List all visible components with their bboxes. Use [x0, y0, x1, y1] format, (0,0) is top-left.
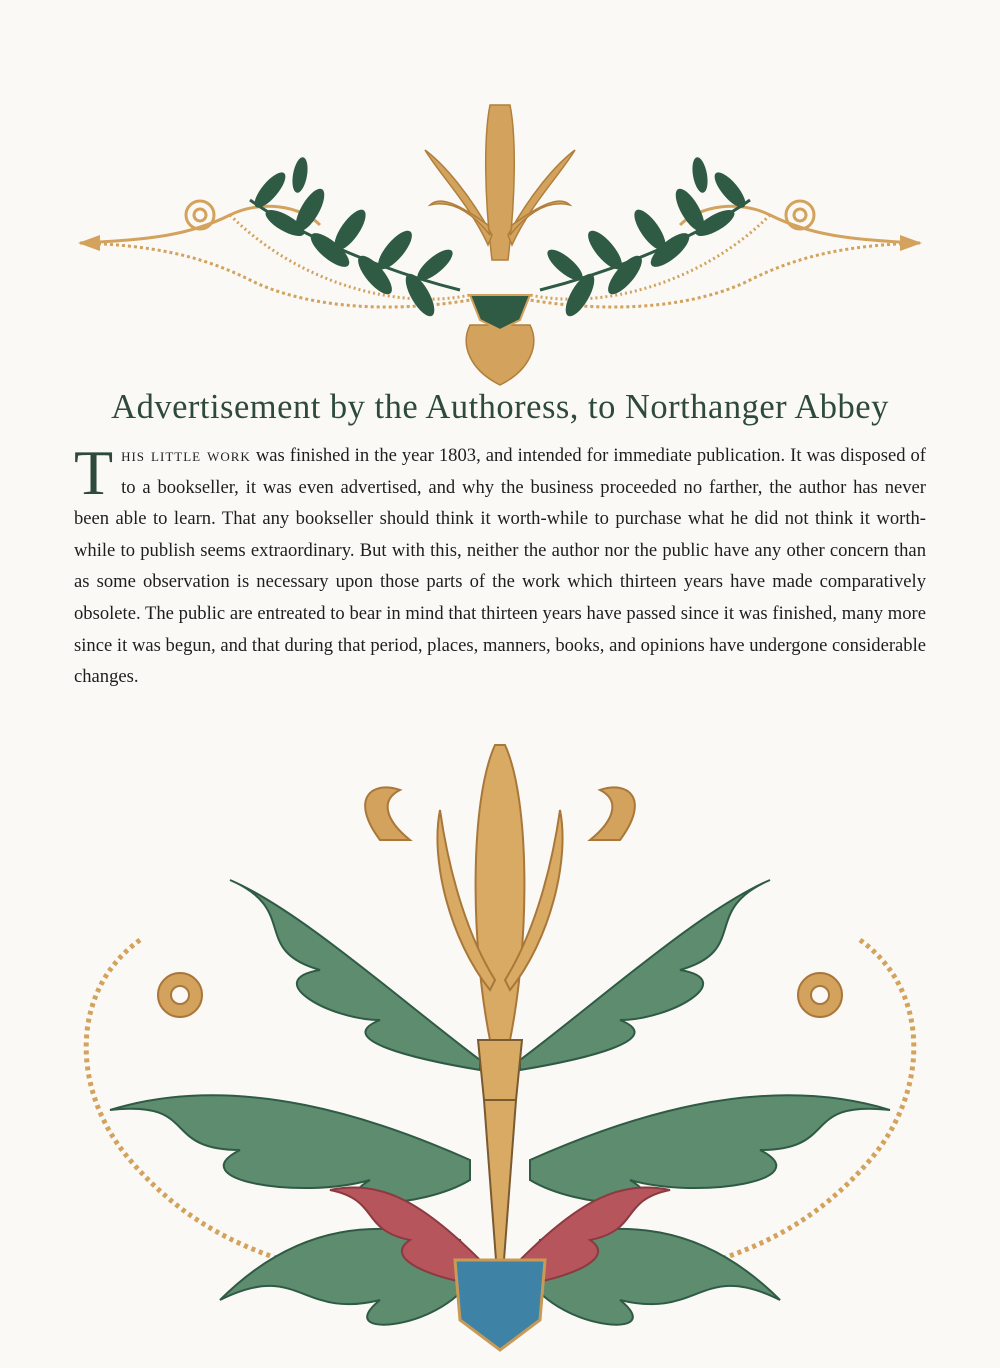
paragraph-text: was finished in the year 1803, and intended for immediate publication. It was disposed of to a bookseller, it was even advertised, and why the business proceeded no farther, the author has never been able to learn. That any bookseller should think it worth-while to purchase what he did not think it worth-while to publish seems extraordinary. But with this, neither the author nor the public have any other concern than as some observation is necessary upon those parts of the work which thirteen years have made comparatively obsolete. The public are entreated to bear in mind that thirteen years have passed since it was finished, many more since it was begun, and that during that period, places, manners, books, and opinions have undergone considerable changes.	[74, 445, 927, 688]
bottom-ornament-tailpiece	[0, 740, 1000, 1368]
central-holder	[478, 1040, 522, 1260]
central-plume	[437, 745, 562, 1040]
top-ornament-headpiece	[0, 95, 1000, 390]
page-title: Advertisement by the Authoress, to Northanger Abbey	[111, 388, 889, 426]
right-laurel-branch	[540, 156, 750, 320]
drop-cap: T	[74, 437, 114, 508]
lead-smallcaps: his little work	[121, 445, 251, 466]
gold-plume	[425, 105, 575, 385]
blue-shield-icon	[455, 1260, 545, 1350]
right-tip	[900, 235, 922, 251]
left-laurel-branch	[250, 156, 460, 320]
left-tip	[78, 235, 100, 251]
body-paragraph	[74, 437, 927, 693]
